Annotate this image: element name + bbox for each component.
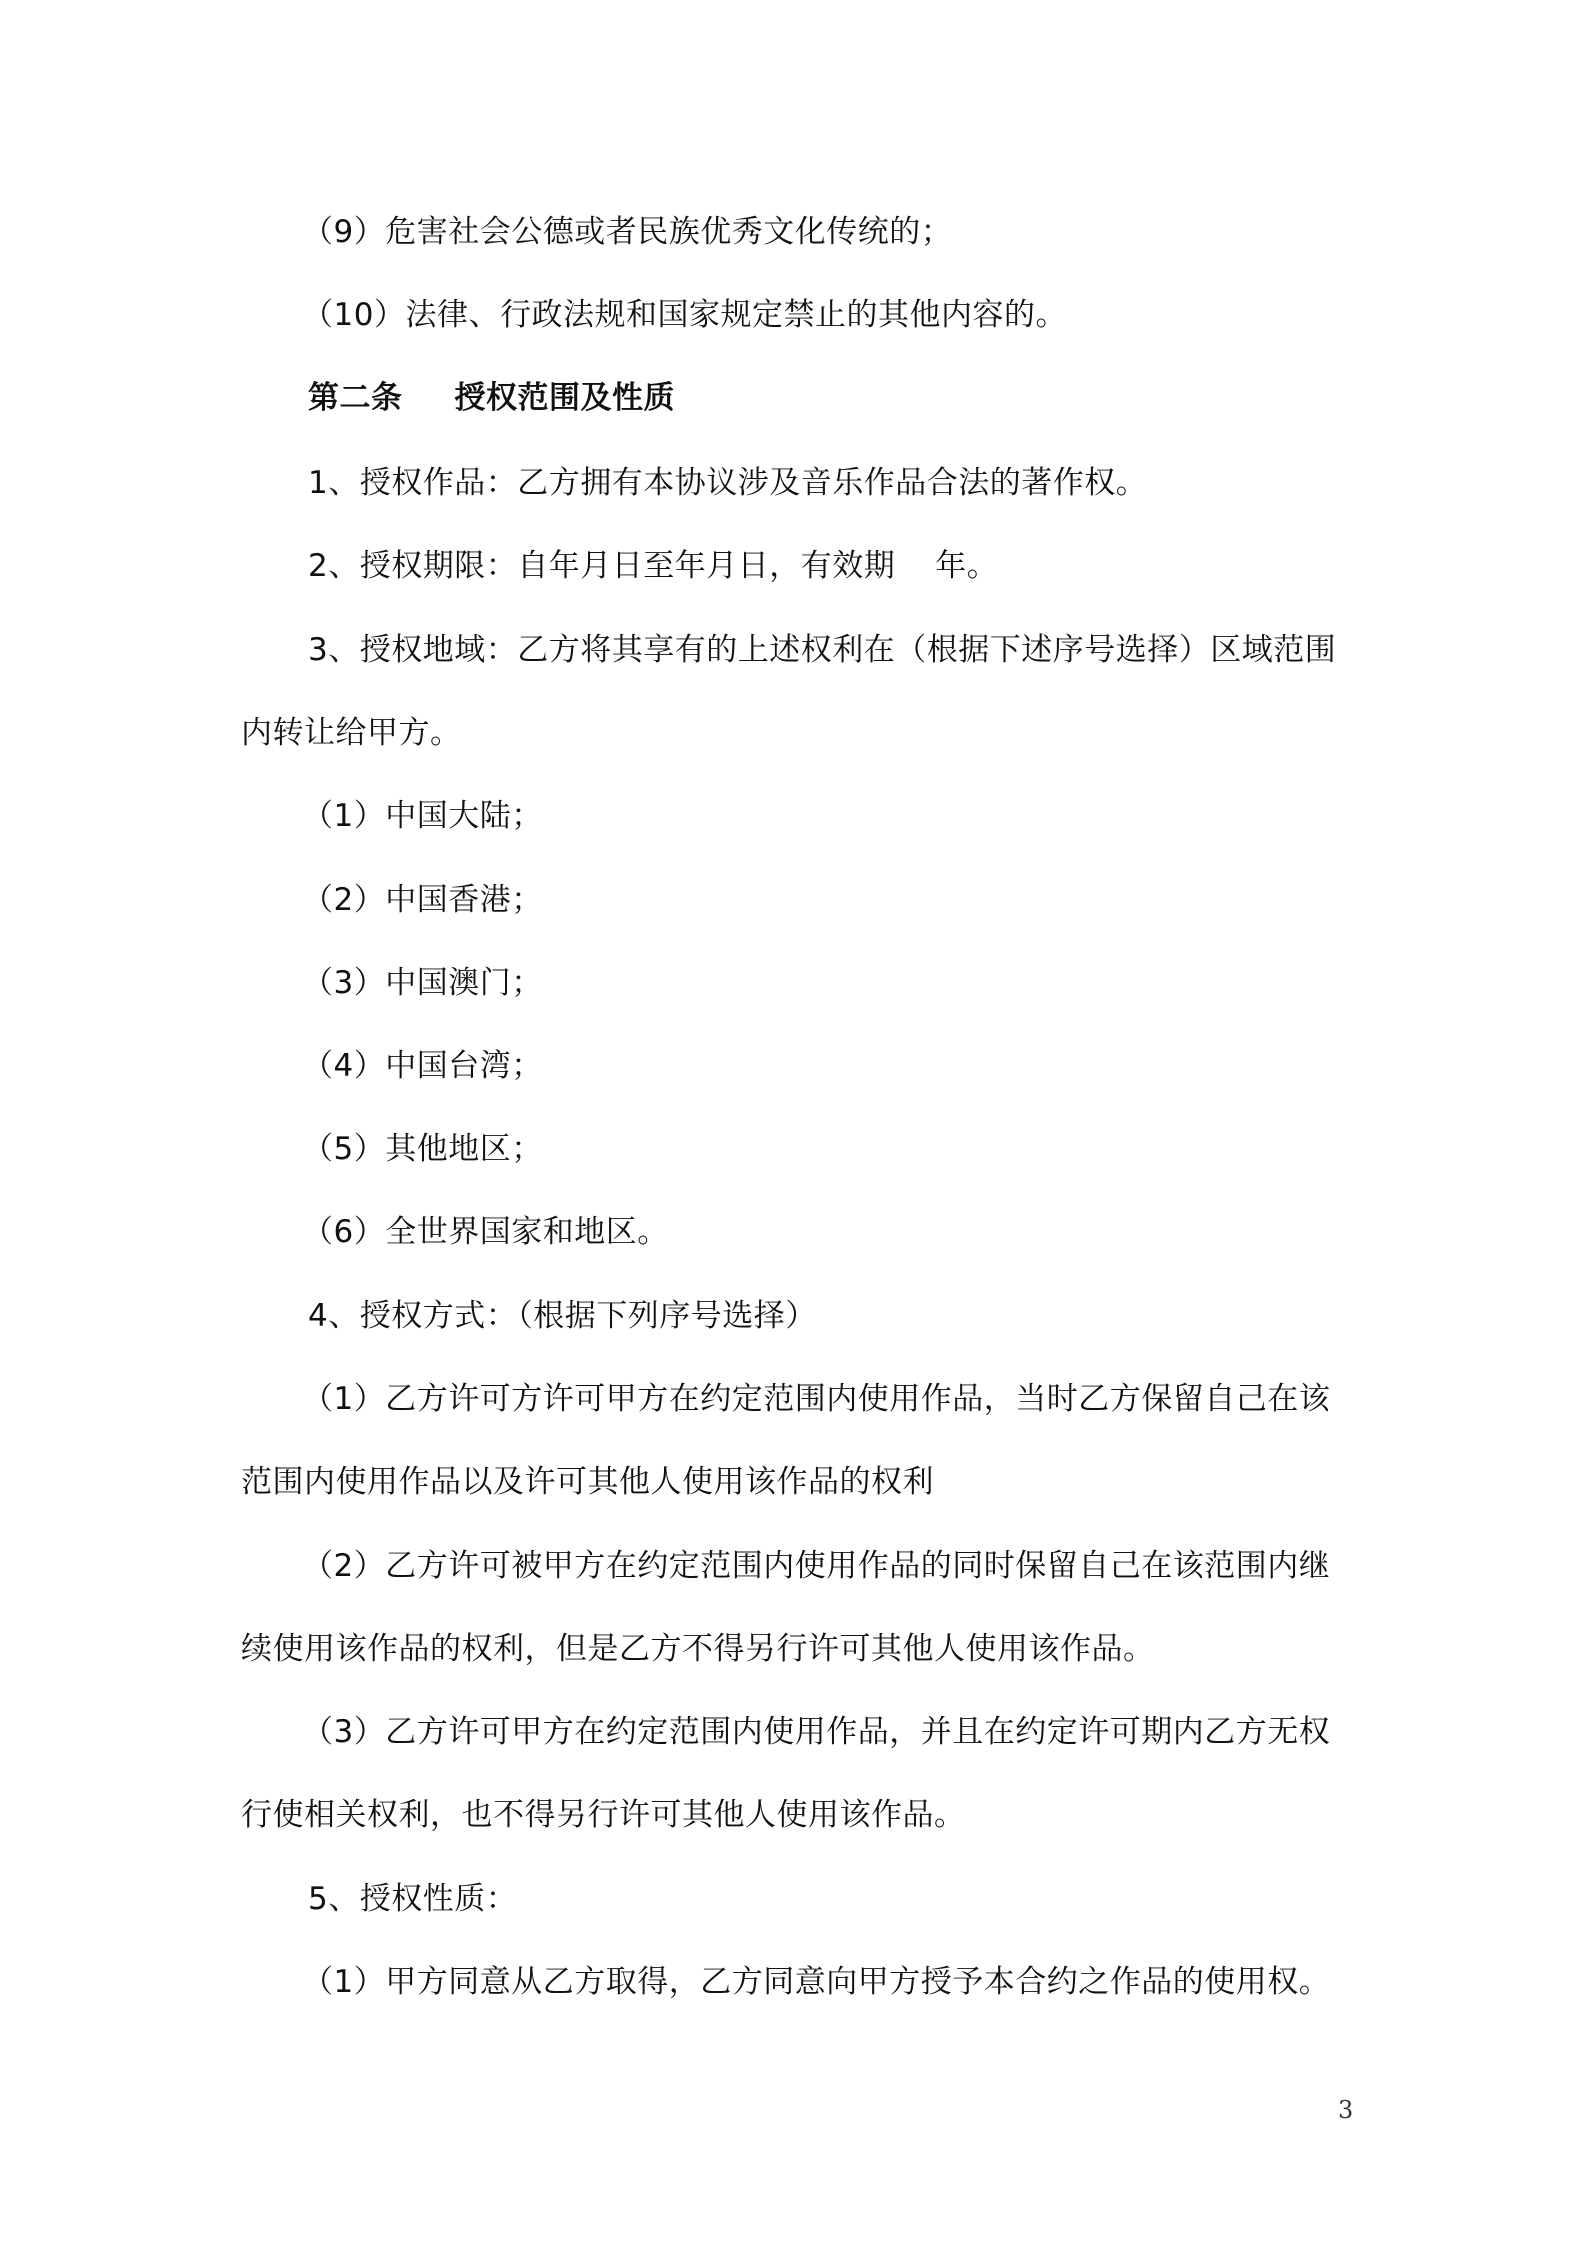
list-item: （3）乙方许可甲方在约定范围内使用作品，并且在约定许可期内乙方无权 (302, 1714, 1331, 1750)
term-paragraph (308, 546, 998, 586)
paragraph-continuation: 范围内使用作品以及许可其他人使用该作品的权利 (241, 1464, 934, 1500)
list-item: （9）危害社会公德或者民族优秀文化传统的； (302, 214, 953, 250)
article-number: 第二条 (308, 380, 403, 416)
article-heading (308, 378, 675, 418)
list-item: （4）中国台湾； (302, 1048, 543, 1084)
list-item: （10）法律、行政法规和国家规定禁止的其他内容的。 (302, 297, 1067, 333)
paragraph: 5、授权性质： (308, 1881, 518, 1917)
list-item: （1）中国大陆； (302, 798, 543, 834)
paragraph: 3、授权地域：乙方将其享有的上述权利在（根据下述序号选择）区域范围 (308, 632, 1337, 668)
paragraph: 1、授权作品：乙方拥有本协议涉及音乐作品合法的著作权。 (308, 465, 1148, 501)
list-item: （2）中国香港； (302, 882, 543, 918)
list-item: （1）甲方同意从乙方取得，乙方同意向甲方授予本合约之作品的使用权。 (302, 1964, 1331, 2000)
term-suffix: 年。 (935, 548, 999, 584)
term-prefix: 2、授权期限：自年月日至年月日，有效期 (308, 548, 896, 584)
paragraph-continuation: 内转让给甲方。 (241, 715, 462, 751)
paragraph: 4、授权方式：（根据下列序号选择） (308, 1298, 817, 1334)
list-item: （6）全世界国家和地区。 (302, 1214, 669, 1250)
article-title: 授权范围及性质 (454, 380, 675, 416)
list-item: （2）乙方许可被甲方在约定范围内使用作品的同时保留自己在该范围内继 (302, 1548, 1331, 1584)
list-item: （3）中国澳门； (302, 965, 543, 1001)
list-item: （5）其他地区； (302, 1131, 543, 1167)
paragraph-continuation: 续使用该作品的权利，但是乙方不得另行许可其他人使用该作品。 (241, 1631, 1155, 1667)
list-item: （1）乙方许可方许可甲方在约定范围内使用作品，当时乙方保留自己在该 (302, 1381, 1331, 1417)
page-number: 3 (1338, 2096, 1354, 2124)
paragraph-continuation: 行使相关权利，也不得另行许可其他人使用该作品。 (241, 1797, 966, 1833)
